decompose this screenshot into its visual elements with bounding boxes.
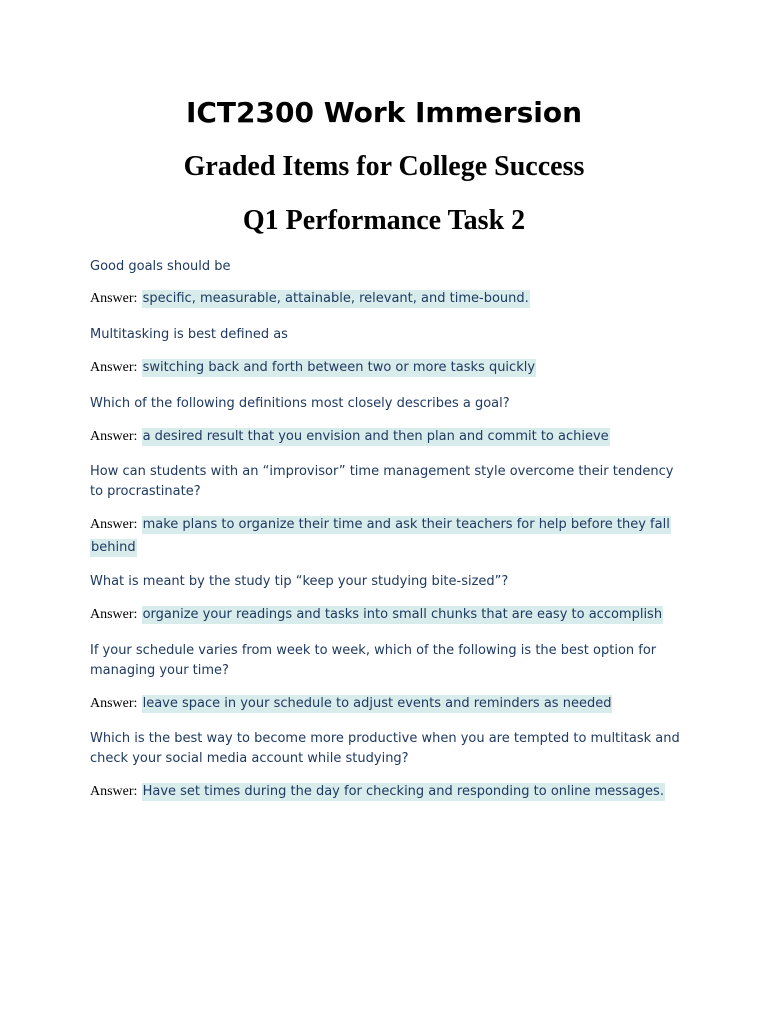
question-4: How can students with an “improvisor” time management style overcome their tendency to procrastinate? [90, 464, 674, 499]
document-title: ICT2300 Work Immersion [185, 96, 583, 129]
answer-text-6: leave space in your schedule to adjust events and reminders as needed [142, 696, 612, 711]
question-2: Multitasking is best defined as [90, 327, 288, 342]
question-5: What is meant by the study tip “keep your studying bite-sized”? [90, 574, 509, 589]
answer-text-5: organize your readings and tasks into small chunks that are easy to accomplish [142, 607, 663, 622]
task-heading: Q1 Performance Task 2 [242, 205, 526, 236]
answer-label: Answer: [90, 291, 138, 306]
question-6: If your schedule varies from week to week, which of the following is the best option for managing your time? [90, 643, 657, 678]
answer-7 [90, 780, 682, 803]
answer-label: Answer: [90, 696, 138, 711]
answer-text-4: make plans to organize their time and ask their teachers for help before they fall behind [91, 517, 670, 555]
question-1: Good goals should be [90, 259, 231, 274]
answer-3 [90, 425, 682, 448]
answer-text-7: Have set times during the day for checking and responding to online messages. [142, 784, 664, 799]
answer-text-2: switching back and forth between two or more tasks quickly [142, 360, 536, 375]
answer-label: Answer: [90, 517, 138, 532]
answer-label: Answer: [90, 429, 138, 444]
answer-label: Answer: [90, 607, 138, 622]
answer-label: Answer: [90, 784, 138, 799]
document-subtitle: Graded Items for College Success [183, 151, 585, 182]
answer-label: Answer: [90, 360, 138, 375]
answer-5 [90, 603, 682, 626]
answer-4 [90, 513, 682, 559]
answer-1 [90, 287, 682, 310]
answer-text-3: a desired result that you envision and then plan and commit to achieve [142, 429, 609, 444]
question-7: Which is the best way to become more productive when you are tempted to multitask and check your social media account while studying? [90, 731, 680, 766]
answer-2 [90, 356, 682, 379]
question-3: Which of the following definitions most closely describes a goal? [90, 396, 510, 411]
answer-text-1: specific, measurable, attainable, relevant, and time-bound. [142, 291, 529, 306]
answer-6 [90, 692, 682, 715]
